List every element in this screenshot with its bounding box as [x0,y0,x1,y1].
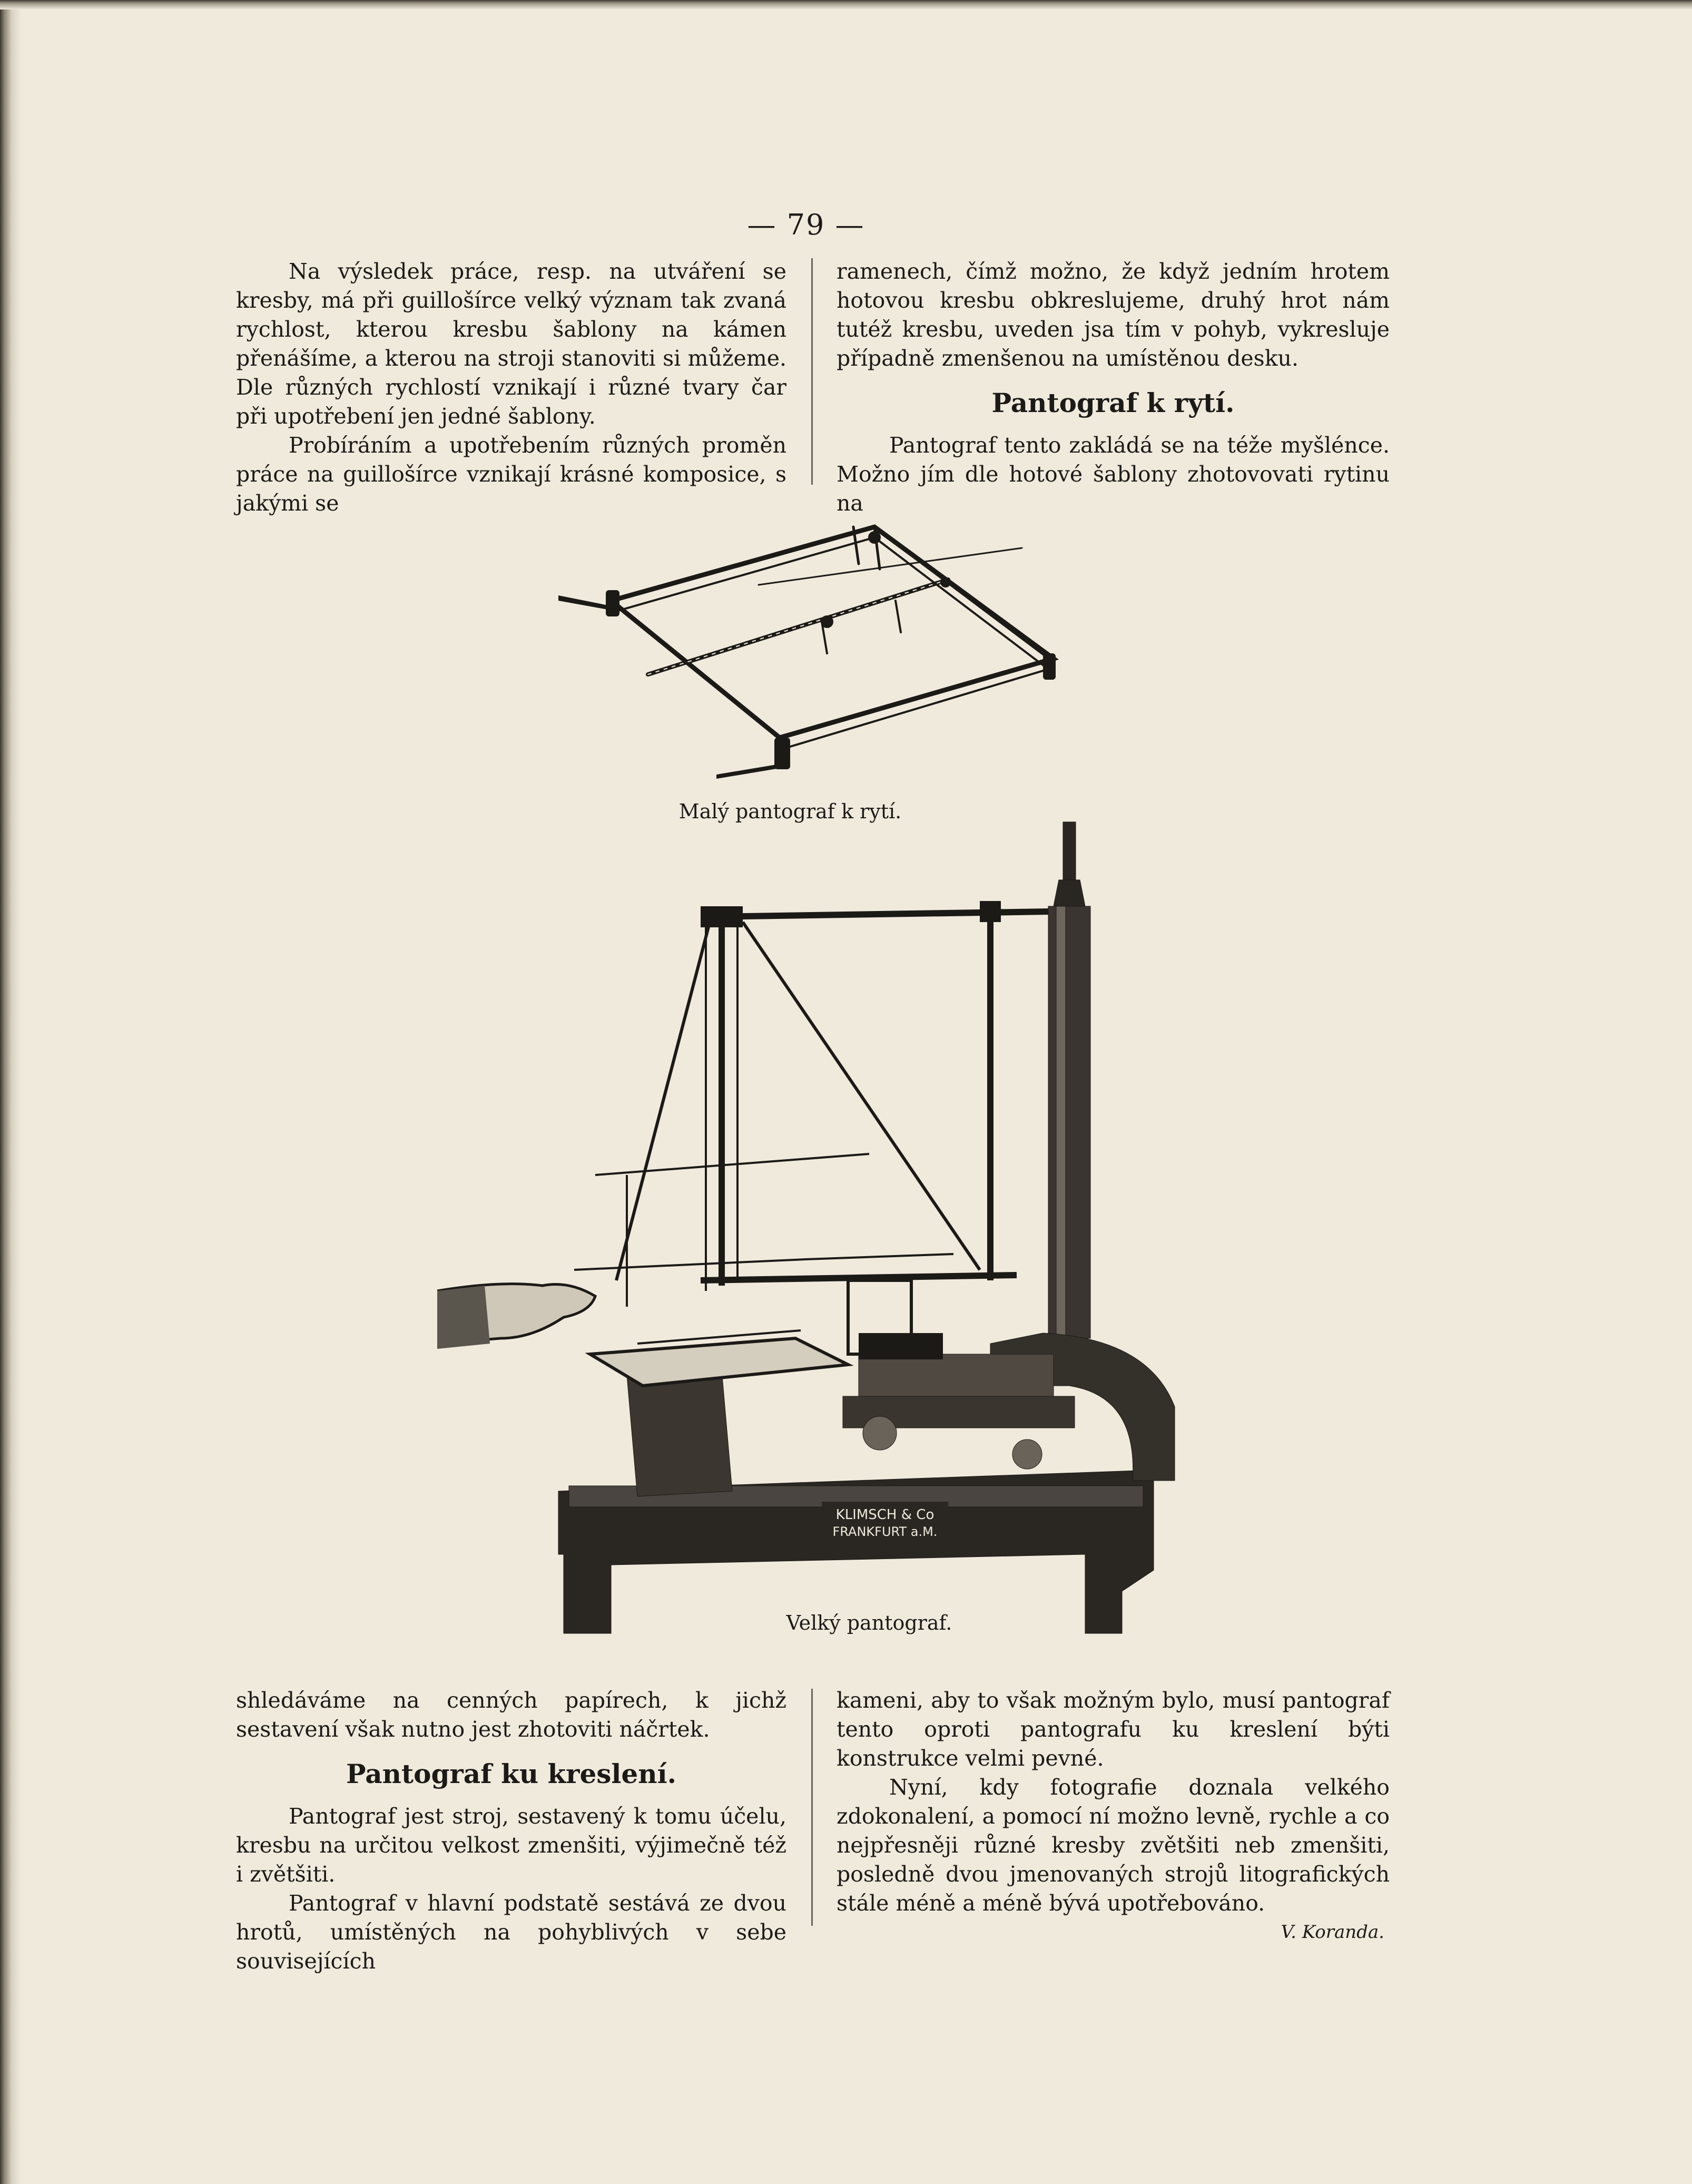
page-binding-edge [0,0,21,2184]
paragraph: Pantograf jest stroj, sestavený k tomu účelu, kresbu na určitou velkost zmenšiti, výjimečně též i zvětšiti. [236,1804,786,1887]
paragraph: Na výsledek práce, resp. na utváření se kresby, má při guillošírce velký význam tak zvaná rychlost, kterou kresbu šablony na kámen přenášíme, a kterou na stroji stanoviti si můžeme. Dle různých rychlostí vznikají i různé tvary čar při upotřebení jen jedné šablony. [236,259,786,429]
paragraph: ramenech, čímž možno, že když jedním hrotem hotovou kresbu obkreslujeme, druhý hrot nám tutéž kresbu, uveden jsa tím v pohyb, vykresluje případně zmenšenou na umístěnou desku. [837,259,1390,371]
paragraph [837,1773,1390,1943]
maker-plate-line-1: KLIMSCH & Co [835,1507,934,1523]
paragraph: Pantograf tento zakládá se na téže myšlénce. Možno jím dle hotové šablony zhotovovati rytinu na [837,433,1390,516]
section-heading: Pantograf k rytí. [991,387,1235,418]
top-right-column [837,257,1390,518]
page-top-edge [0,0,1692,9]
small-pantograph-illustration [558,516,1059,801]
maker-plate-line-2: FRANKFURT a.M. [832,1524,938,1539]
section-heading: Pantograf ku kreslení. [346,1758,676,1789]
author-signature: V. Koranda. [1281,1922,1384,1943]
paragraph: shledáváme na cenných papírech, k jichž sestavení však nutno jest zhotoviti náčrtek. [236,1688,786,1742]
figure-caption-large: Velký pantograf. [786,1611,952,1634]
bottom-left-column [236,1686,786,1976]
paragraph: Probíráním a upotřebením různých proměn práce na guillošírce vznikají krásné komposice, s jakými se [236,433,786,516]
figure-caption-small: Malý pantograf k rytí. [678,800,902,823]
paragraph-text: Nyní, kdy fotografie doznala velkého zdokonalení, a pomocí ní možno levně, rychle a co nejpřesněji různé kresby zvětšiti neb zmenšiti, posledně dvou jmenovaných strojů litografických stále méně a méně bývá upotřebováno. [837,1775,1390,1916]
page-number: — 79 — [747,208,865,241]
large-pantograph-illustration [437,817,1185,1644]
bottom-right-column [837,1686,1390,1947]
paragraph: Pantograf v hlavní podstatě sestává ze dvou hrotů, umístěných na pohyblivých v sebe souvisejících [236,1891,786,1974]
column-rule-top [811,258,813,485]
paragraph: kameni, aby to však možným bylo, musí pantograf tento oproti pantografu ku kreslení býti konstrukce velmi pevné. [837,1688,1390,1771]
column-rule-bottom [811,1689,813,1926]
top-left-column [236,257,786,518]
